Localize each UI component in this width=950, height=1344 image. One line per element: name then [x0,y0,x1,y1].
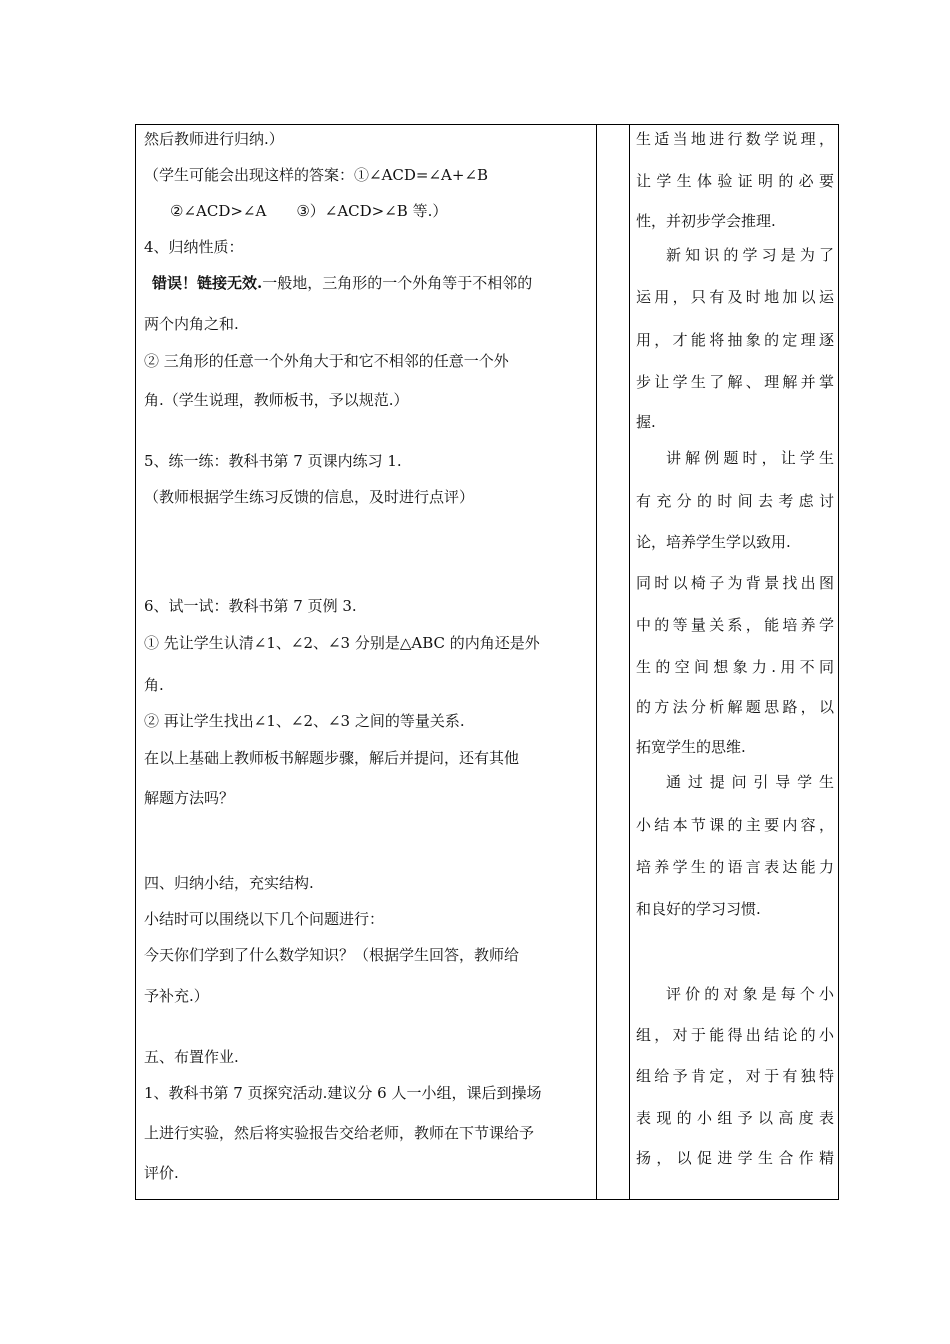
text-line: 表现的小组予以高度表 [636,1109,834,1127]
text-line: 讲解例题时，让学生 [666,449,834,467]
text-line: 两个内角之和. [144,315,239,333]
link-error-text: 错误！链接无效. [152,274,263,292]
text-line: 小结时可以围绕以下几个问题进行： [144,910,385,928]
text-line: 扬，以促进学生合作精 [636,1149,834,1167]
text-line: 今天你们学到了什么数学知识？（根据学生回答，教师给 [144,946,520,964]
text-line: ②∠ACD>∠A ③）∠ACD>∠B 等.） [170,202,448,220]
text-line: 6、试一试：教科书第 7 页例 3. [144,597,357,615]
column-divider [596,125,597,1199]
text-line: 1、教科书第 7 页探究活动.建议分 6 人一小组，课后到操场 [144,1084,542,1102]
text-line: 的方法分析解题思路，以 [636,698,834,716]
text-line: 拓宽学生的思维. [636,738,746,756]
text-line: 论，培养学生学以致用. [636,533,791,551]
text-line: 性，并初步学会推理. [636,212,776,230]
text-line: 四、归纳小结，充实结构. [144,874,314,892]
text-line: 运用，只有及时地加以运 [636,288,834,306]
text-fragment: 一般地，三角形的一个外角等于不相邻的 [262,274,533,292]
text-line: 评价. [144,1164,179,1182]
text-line: 用，才能将抽象的定理逐 [636,331,834,349]
text-line: 上进行实验，然后将实验报告交给老师，教师在下节课给予 [144,1124,535,1142]
text-line: 角.（学生说理，教师板书，予以规范.） [144,391,409,409]
text-line: 生适当地进行数学说理， [636,130,834,148]
text-line: ② 再让学生找出∠1、∠2、∠3 之间的等量关系. [144,712,465,730]
text-line: 同时以椅子为背景找出图 [636,574,834,592]
text-line: 小结本节课的主要内容， [636,816,834,834]
text-line: 培养学生的语言表达能力 [636,858,834,876]
text-line: 组给予肯定，对于有独特 [636,1067,834,1085]
text-line: ② 三角形的任意一个外角大于和它不相邻的任意一个外 [144,352,509,370]
text-line: 在以上基础上教师板书解题步骤，解后并提问，还有其他 [144,749,520,767]
text-line: 步让学生了解、理解并掌 [636,373,834,391]
text-line: 组，对于能得出结论的小 [636,1026,834,1044]
text-line: （教师根据学生练习反馈的信息，及时进行点评） [144,488,475,506]
text-line: 予补充.） [144,987,209,1005]
text-line: ① 先让学生认清∠1、∠2、∠3 分别是△ABC 的内角还是外 [144,634,540,652]
text-line: 生的空间想象力.用不同 [636,658,834,676]
teaching-process-column [136,125,596,1199]
text-line [152,273,532,293]
text-line: 中的等量关系，能培养学 [636,616,834,634]
text-line: 角. [144,676,164,694]
text-line: 评价的对象是每个小 [666,985,834,1003]
text-line: 5、练一练：教科书第 7 页课内练习 1. [144,452,402,470]
text-line: 有充分的时间去考虑讨 [636,492,834,510]
text-line: 握. [636,413,656,431]
text-line: （学生可能会出现这样的答案：①∠ACD=∠A+∠B [144,166,489,184]
text-line: 五、布置作业. [144,1048,239,1066]
text-line: 让学生体验证明的必要 [636,172,834,190]
lesson-plan-table [135,124,839,1200]
text-line: 和良好的学习习惯. [636,900,761,918]
text-line: 然后教师进行归纳.） [144,130,284,148]
text-line: 通过提问引导学生 [666,773,834,791]
design-intent-column [629,125,840,1199]
text-line: 4、归纳性质： [144,238,244,256]
text-line: 新知识的学习是为了 [666,246,834,264]
text-line: 解题方法吗？ [144,789,235,807]
